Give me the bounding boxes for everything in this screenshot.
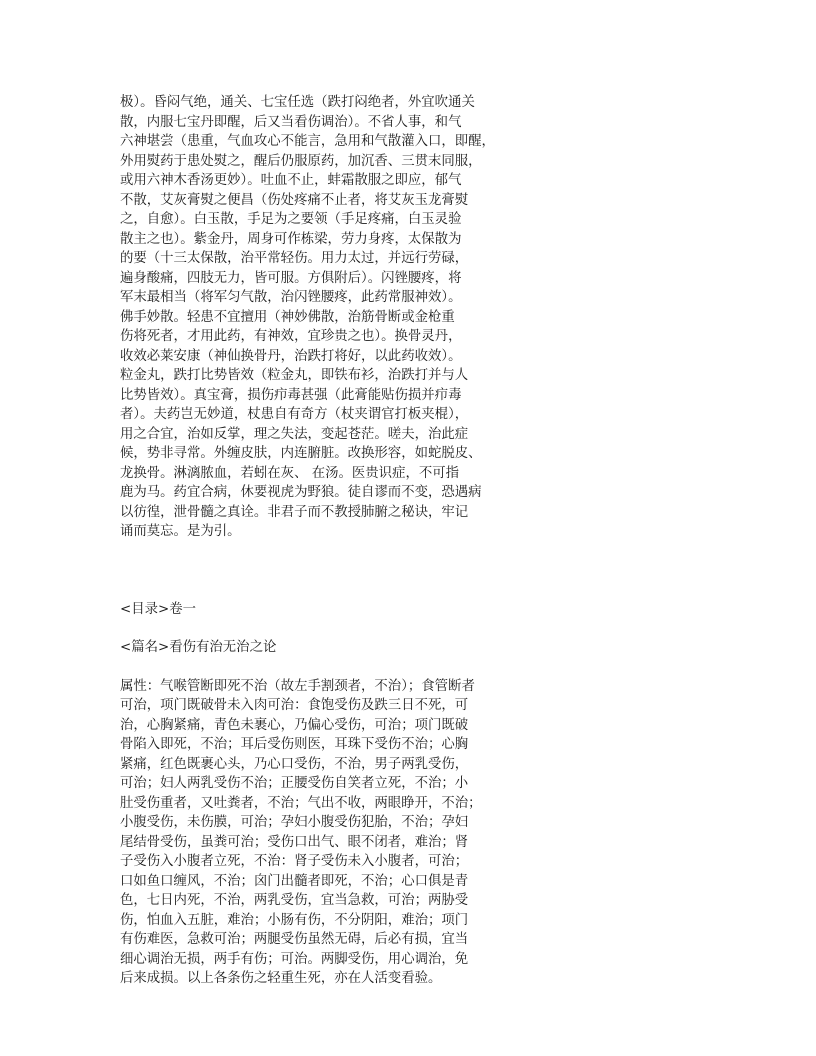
spacer [120, 658, 520, 677]
text-line: 遍身酸痛，四肢无力，皆可服。方俱附后）。闪锉腰疼，将 [120, 270, 462, 286]
text-line: 粒金丸，跌打比势皆效（粒金丸，即铁布衫，治跌打并与人 [120, 368, 469, 383]
text-line: 属性：气喉管断即死不治（故左手割颈者，不治）；食管断者 [120, 678, 475, 694]
text-line: 有伤难医，急救可治；两腿受伤虽然无碍，后必有损，宜当 [120, 932, 469, 947]
text-line: 小腹受伤，未伤膜，可治；孕妇小腹受伤犯胎，不治；孕妇 [120, 815, 469, 830]
text-line: 军末最相当（将军匀气散，治闪锉腰疼，此药常服神效）。 [120, 290, 462, 305]
text-line: 以彷徨，泄骨髓之真诠。非君子而不教授肺腑之秘诀，牢记 [120, 504, 469, 520]
text-line: 伤，怕血入五脏，难治；小肠有伤，不分阴阳，难治；项门 [120, 912, 469, 928]
text-line: 的要（十三太保散，治平常轻伤。用力太过，并远行劳碌， [120, 251, 469, 266]
text-line: 用之合宜，治如反掌，理之失法，变起苍茫。嗟夫，治此症 [120, 426, 469, 442]
text-line: 诵而莫忘。是为引。 [120, 524, 241, 539]
text-line: 口如鱼口缠风，不治；囟门出髓者即死，不治；心口俱是青 [120, 873, 469, 889]
spacer [120, 581, 520, 600]
text-line: 比势皆效）。真宝膏，损伤疖毒甚强（此膏能贴伤损并疖毒 [120, 387, 462, 403]
spacer [120, 619, 520, 638]
text-line: 外用熨药于患处熨之，醒后仍服原药，加沉香、三贯末同服， [120, 153, 482, 169]
text-line: 者）。夫药岂无妙道，杖患自有奇方（杖夹谓官打板夹棍）， [120, 407, 469, 422]
chapter-heading: <篇名>看伤有治无治之论 [120, 640, 277, 655]
text-line: 极）。昏闷气绝，通关、七宝任选（跌打闷绝者，外宜吹通关 [120, 95, 475, 110]
text-line: 六神堪尝（患重，气血攻心不能言，急用和气散灌入口，即醒， [120, 134, 495, 149]
text-line: 散，内服七宝丹即醒，后又当看伤调治）。不省人事，和气 [120, 114, 462, 130]
text-line: 紧痛，红色既裹心头，乃心口受伤，不治，男子两乳受伤， [120, 756, 469, 772]
text-line: 之，自愈）。白玉散，手足为之要领（手足疼痛，白玉灵验 [120, 212, 462, 227]
document-page [120, 93, 520, 989]
text-line: 细心调治无损，两手有伤；可治。两脚受伤，用心调治，免 [120, 951, 469, 967]
section-heading: <目录>卷一 [120, 601, 197, 617]
text-line: 后来成损。以上各条伤之轻重生死，亦在人活变看验。 [120, 971, 442, 986]
text-line: 散主之也）。紫金丹，周身可作栋梁，劳力身疼，太保散为 [120, 231, 462, 247]
intro-paragraph [120, 93, 520, 542]
text-line: 龙换骨。淋漓脓血，若蚓在灰、 在汤。医贵识症，不可指 [120, 465, 460, 481]
text-line: 或用六神木香汤更妙）。吐血不止，蚌霜散服之即应，郁气 [120, 173, 462, 188]
text-line: 色，七日内死，不治，两乳受伤，宜当急救，可治；两胁受 [120, 893, 469, 908]
text-line: 收效必莱安康（神仙换骨丹，治跌打将好，以此药收效）。 [120, 348, 462, 364]
text-line: 不散，艾灰膏熨之便昌（伤处疼痛不止者，将艾灰玉龙膏熨 [120, 192, 469, 208]
text-line: 佛手妙散。轻患不宜擅用（神妙佛散，治筋骨断或金枪重 [120, 309, 455, 325]
text-line: 子受伤入小腹者立死，不治：肾子受伤未入小腹者，可治； [120, 854, 469, 869]
text-line: 治，心胸紧痛，青色未裹心，乃偏心受伤，可治；项门既破 [120, 717, 469, 733]
spacer [120, 542, 520, 581]
text-line: 鹿为马。药宜合病，休要视虎为野狼。徒自谬而不变，恐遇病 [120, 485, 482, 500]
text-line: 骨陷入即死，不治；耳后受伤则医，耳珠下受伤不治；心胸 [120, 737, 469, 752]
text-line: 伤将死者，才用此药，有神效，宜珍贵之也）。换骨灵丹， [120, 329, 462, 344]
text-line: 候，势非寻常。外缠皮肤，内连腑脏。改换形容，如蛇脱皮、 [120, 446, 482, 461]
body-paragraph [120, 677, 520, 989]
text-line: 肚受伤重者，又吐粪者，不治；气出不收，两眼睁开，不治； [120, 795, 482, 811]
text-line: 可治；妇人两乳受伤不治；正腰受伤自笑者立死，不治；小 [120, 776, 469, 791]
text-line: 尾结骨受伤，虽粪可治；受伤口出气、眼不闭者，难治；肾 [120, 834, 469, 850]
text-line: 可治，项门既破骨未入肉可治：食饱受伤及跌三日不死，可 [120, 698, 469, 713]
